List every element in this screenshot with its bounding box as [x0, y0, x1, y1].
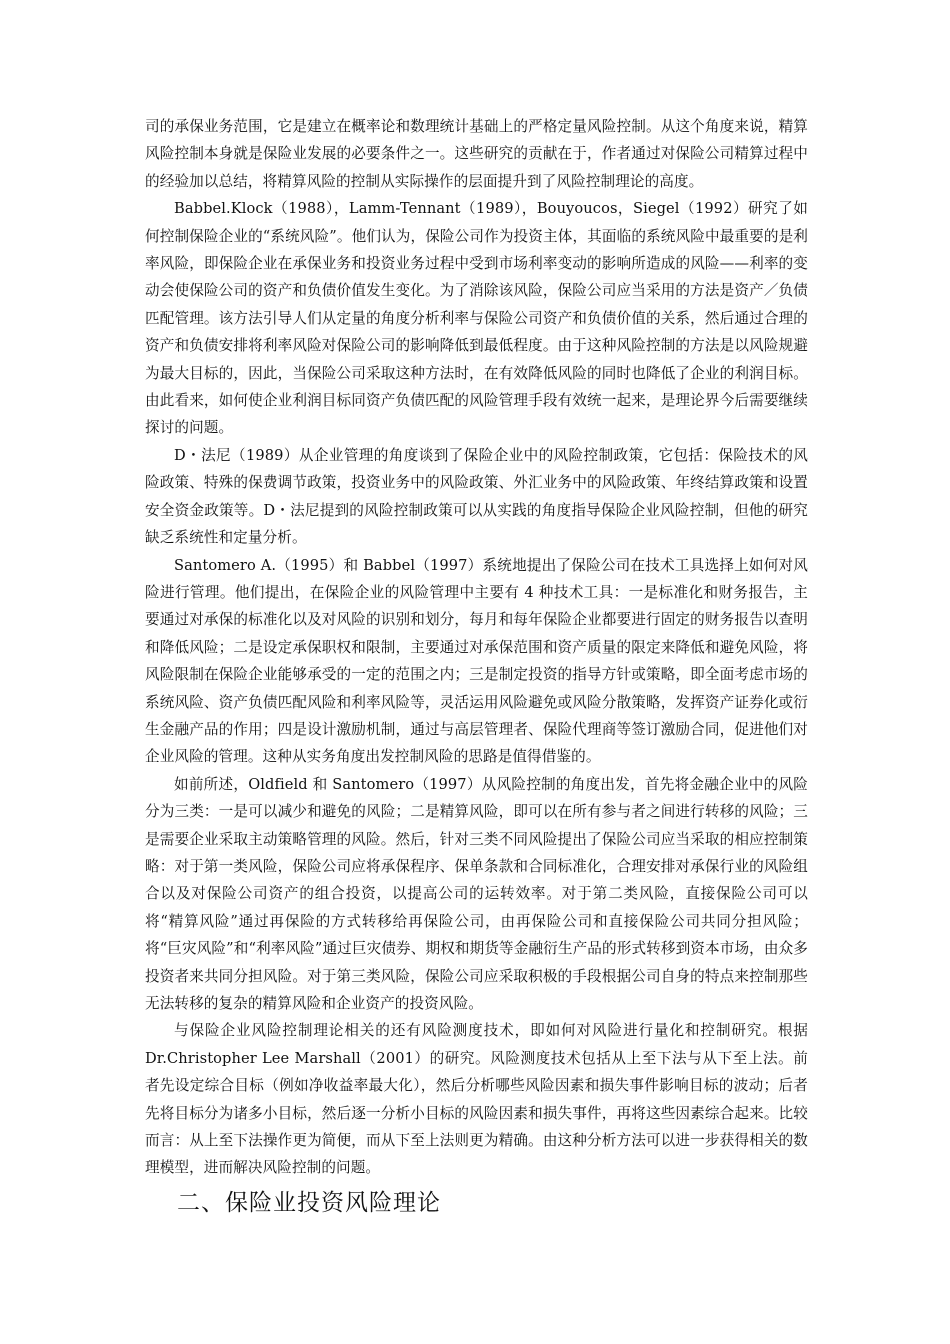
paragraph-risk-measurement: 与保险企业风险控制理论相关的还有风险测度技术，即如何对风险进行量化和控制研究。根据 Dr.Christopher Lee Marshall（2001）的研究。风险测度技术包括从上至下法与从下至上法。前者先设定综合目标（例如净收益率最大化），然后分析哪些风险因素和损失事件影响目标的波动；后者先将目标分为诸多小目标，然后逐一分析小目标的风险因素和损失事件，再将这些因素综合起来。比较而言：从上至下法操作更为简便，而从下至上法则更为精确。由这种分析方法可以进一步获得相关的数理模型，进而解决风险控制的问题。 — [145, 1022, 808, 1177]
paragraph-continuation: 司的承保业务范围，它是建立在概率论和数理统计基础上的严格定量风险控制。从这个角度来说，精算风险控制本身就是保险业发展的必要条件之一。这些研究的贡献在于，作者通过对保险公司精算过程中的经验加以总结，将精算风险的控制从实际操作的层面提升到了风险控制理论的高度。 — [145, 118, 808, 190]
paragraph-babbel-klock: Babbel.Klock（1988），Lamm-Tennant（1989），Bouyoucos，Siegel（1992）研究了如何控制保险企业的“系统风险”。他们认为，保险公司作为投资主体，其面临的系统风险中最重要的是利率风险，即保险企业在承保业务和投资业务过程中受到市场利率变动的影响所造成的风险——利率的变动会使保险公司的资产和负债价值发生变化。为了消除该风险，保险公司应当采用的方法是资产／负债匹配管理。该方法引导人们从定量的角度分析利率与保险公司资产和负债价值的关系，然后通过合理的资产和负债安排将利率风险对保险公司的影响降低到最低程度。由于这种风险控制的方法是以风险规避为最大目标的，因此，当保险公司采取这种方法时，在有效降低风险的同时也降低了企业的利润目标。由此看来，如何使企业利润目标同资产负债匹配的风险管理手段有效统一起来，是理论界今后需要继续探讨的问题。 — [145, 200, 808, 437]
paragraph-oldfield-santomero: 如前所述，Oldfield 和 Santomero（1997）从风险控制的角度出发，首先将金融企业中的风险分为三类：一是可以减少和避免的风险；二是精算风险，即可以在所有参与者之间进行转移的风险；三是需要企业采取主动策略管理的风险。然后，针对三类不同风险提出了保险公司应当采取的相应控制策略：对于第一类风险，保险公司应将承保程序、保单条款和合同标准化，合理安排对承保行业的风险组合以及对保险公司资产的组合投资，以提高公司的运转效率。对于第二类风险，直接保险公司可以将“精算风险”通过再保险的方式转移给再保险公司，由再保险公司和直接保险公司共同分担风险；将“巨灾风险”和“利率风险”通过巨灾债券、期权和期货等金融衍生产品的形式转移到资本市场，由众多投资者来共同分担风险。对于第三类风险，保险公司应采取积极的手段根据公司自身的特点来控制那些无法转移的复杂的精算风险和企业资产的投资风险。 — [145, 775, 808, 1012]
paragraph-d-fani: D・法尼（1989）从企业管理的角度谈到了保险企业中的风险控制政策，它包括：保险技术的风险政策、特殊的保费调节政策，投资业务中的风险政策、外汇业务中的风险政策、年终结算政策和设置安全资金政策等。D・法尼提到的风险控制政策可以从实践的角度指导保险企业风险控制，但他的研究缺乏系统性和定量分析。 — [145, 446, 808, 547]
section-heading: 二、保险业投资风险理论 — [177, 1189, 441, 1216]
paragraph-santomero-babbel: Santomero A.（1995）和 Babbel（1997）系统地提出了保险公司在技术工具选择上如何对风险进行管理。他们提出，在保险企业的风险管理中主要有 4 种技术工具：一是标准化和财务报告，主要通过对承保的标准化以及对风险的识别和划分，每月和每年保险企业都要进行固定的财务报告以查明和降低风险；二是设定承保职权和限制，主要通过对承保范围和资产质量的限定来降低和避免风险，将风险限制在保险企业能够承受的一定的范围之内；三是制定投资的指导方针或策略，即全面考虑市场的系统风险、资产负债匹配风险和利率风险等，灵活运用风险避免或风险分散策略，发挥资产证券化或衍生金融产品的作用；四是设计激励机制，通过与高层管理者、保险代理商等签订激励合同，促进他们对企业风险的管理。这种从实务角度出发控制风险的思路是值得借鉴的。 — [145, 556, 808, 766]
document-body — [145, 113, 808, 1220]
